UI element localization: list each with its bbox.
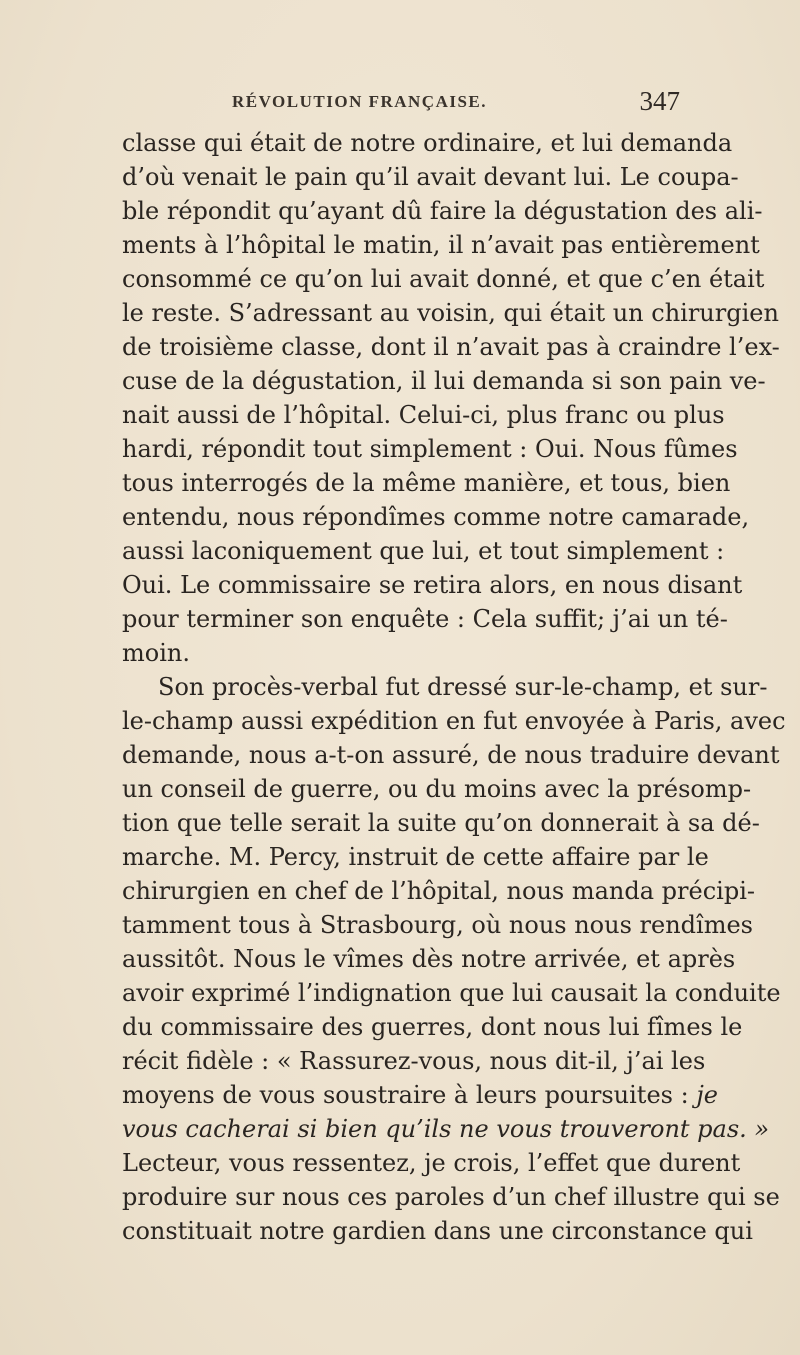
text-line: ments à l’hôpital le matin, il n’avait pas entièrement bbox=[122, 231, 760, 259]
text-line: aussi laconiquement que lui, et tout simplement : bbox=[122, 537, 725, 565]
text-line: un conseil de guerre, ou du moins avec la présomp- bbox=[122, 775, 752, 803]
text-line: classe qui était de notre ordinaire, et lui demanda bbox=[122, 129, 733, 157]
text-line: Oui. Le commissaire se retira alors, en nous disant bbox=[122, 571, 743, 599]
text-line: du commissaire des guerres, dont nous lui fîmes le bbox=[122, 1013, 743, 1041]
text-line: produire sur nous ces paroles d’un chef illustre qui se bbox=[122, 1183, 780, 1211]
text-line bbox=[122, 1078, 718, 1112]
text-line: constituait notre gardien dans une circonstance qui bbox=[122, 1217, 753, 1245]
text-line: cuse de la dégustation, il lui demanda si son pain ve- bbox=[122, 367, 766, 395]
italic-text: je bbox=[696, 1081, 718, 1109]
text-line: tion que telle serait la suite qu’on donnerait à sa dé- bbox=[122, 809, 760, 837]
running-head bbox=[232, 86, 680, 116]
text-segment: moyens de vous soustraire à leurs poursuites : bbox=[122, 1081, 689, 1109]
text-line: d’où venait le pain qu’il avait devant lui. Le coupa- bbox=[122, 163, 739, 191]
text-line: pour terminer son enquête : Cela suffit; j’ai un té- bbox=[122, 605, 728, 633]
text-line: de troisième classe, dont il n’avait pas à craindre l’ex- bbox=[122, 333, 780, 361]
text-line: récit fidèle : « Rassurez-vous, nous dit-il, j’ai les bbox=[122, 1047, 706, 1075]
text-line: hardi, répondit tout simplement : Oui. Nous fûmes bbox=[122, 435, 738, 463]
text-line: tous interrogés de la même manière, et tous, bien bbox=[122, 469, 731, 497]
page-number: 347 bbox=[639, 86, 680, 116]
text-line: ble répondit qu’ayant dû faire la dégustation des ali- bbox=[122, 197, 763, 225]
text-line: demande, nous a-t-on assuré, de nous traduire devant bbox=[122, 741, 780, 769]
text-line: Son procès-verbal fut dressé sur-le-champ, et sur- bbox=[158, 673, 768, 701]
text-line: nait aussi de l’hôpital. Celui-ci, plus franc ou plus bbox=[122, 401, 725, 429]
text-line: Lecteur, vous ressentez, je crois, l’effet que durent bbox=[122, 1149, 741, 1177]
text-line: aussitôt. Nous le vîmes dès notre arrivée, et après bbox=[122, 945, 736, 973]
text-line: moin. bbox=[122, 639, 190, 667]
text-line: avoir exprimé l’indignation que lui causait la conduite bbox=[122, 979, 781, 1007]
text-line: le reste. S’adressant au voisin, qui était un chirurgien bbox=[122, 299, 779, 327]
text-line: le-champ aussi expédition en fut envoyée à Paris, avec bbox=[122, 707, 786, 735]
text-line: tamment tous à Strasbourg, où nous nous rendîmes bbox=[122, 911, 753, 939]
text-line: vous cacherai si bien qu’ils ne vous trouveront pas. » bbox=[122, 1115, 770, 1143]
running-title: RÉVOLUTION FRANÇAISE. bbox=[232, 92, 488, 111]
text-line: marche. M. Percy, instruit de cette affaire par le bbox=[122, 843, 709, 871]
text-line: chirurgien en chef de l’hôpital, nous manda précipi- bbox=[122, 877, 755, 905]
text-line: consommé ce qu’on lui avait donné, et que c’en était bbox=[122, 265, 765, 293]
text-line: entendu, nous répondîmes comme notre camarade, bbox=[122, 503, 750, 531]
